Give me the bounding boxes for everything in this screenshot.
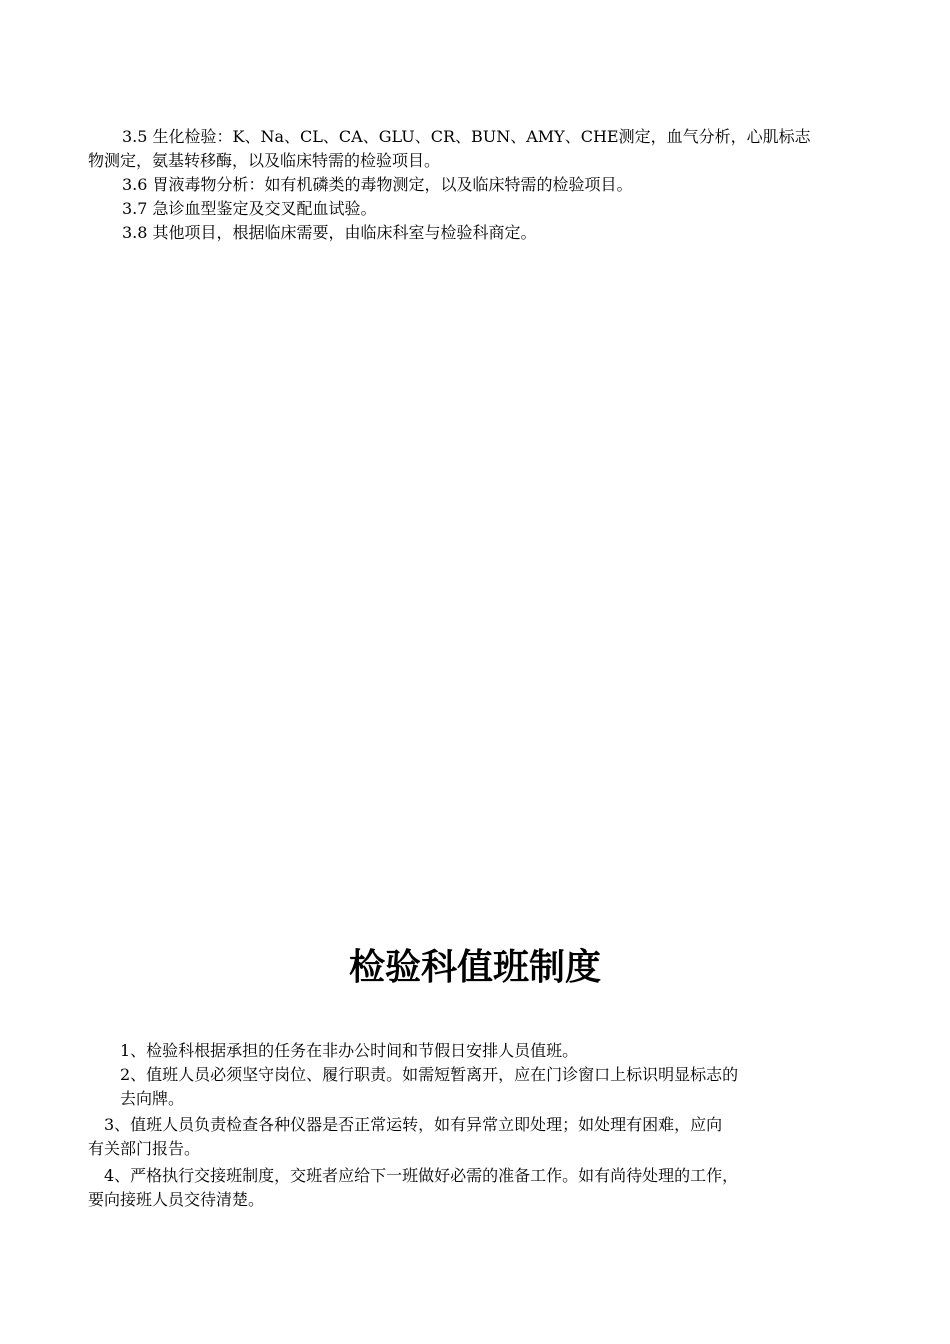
item-3-8: 3.8 其他项目，根据临床需要，由临床科室与检验科商定。 [122, 223, 537, 242]
rule-2-line1: 2、值班人员必须坚守岗位、履行职责。如需短暂离开，应在门诊窗口上标识明显标志的 [120, 1065, 739, 1084]
rule-4-line1: 4、严格执行交接班制度，交班者应给下一班做好必需的准备工作。如有尚待处理的工作， [104, 1166, 739, 1185]
rule-3-line2: 有关部门报告。 [88, 1139, 201, 1158]
rule-3-line1: 3、值班人员负责检查各种仪器是否正常运转，如有异常立即处理；如处理有困难，应向 [104, 1115, 723, 1134]
rule-2-line2: 去向牌。 [120, 1089, 185, 1108]
rule-1: 1、检验科根据承担的任务在非办公时间和节假日安排人员值班。 [120, 1041, 579, 1060]
item-3-6: 3.6 胃液毒物分析：如有机磷类的毒物测定，以及临床特需的检验项目。 [122, 175, 633, 194]
item-3-5-line2: 物测定，氨基转移酶，以及临床特需的检验项目。 [88, 151, 441, 170]
rule-4-line2: 要向接班人员交待清楚。 [88, 1190, 265, 1209]
item-3-7: 3.7 急诊血型鉴定及交叉配血试验。 [122, 199, 377, 218]
page-title: 检验科值班制度 [348, 947, 601, 988]
item-3-5-line1: 3.5 生化检验：K、Na、CL、CA、GLU、CR、BUN、AMY、CHE测定，血气分析，心肌标志 [122, 127, 811, 146]
